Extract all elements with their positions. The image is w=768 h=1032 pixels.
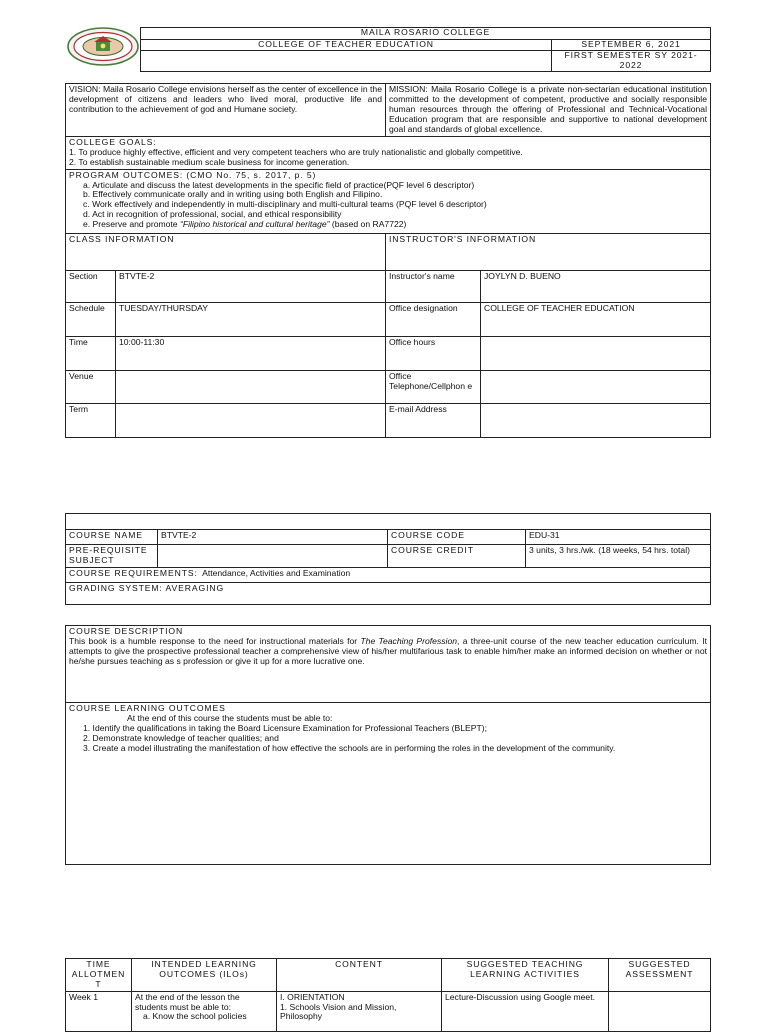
class-info-label: Term: [66, 403, 116, 437]
plan-header-assessment: SUGGESTED ASSESSMENT: [609, 959, 711, 992]
class-info-title: CLASS INFORMATION: [66, 233, 386, 270]
mission-statement: MISSION: Maila Rosario College is a private non-sectarian educational institution committed to the development of competent, productive and socially responsible human resources through the offering of Professional and Technical-Vocational Education program that are responsible and supportive to national development goal and standards of global excellence.: [386, 84, 711, 137]
semester: FIRST SEMESTER SY 2021-2022: [552, 51, 711, 72]
program-outcome-item: d. Act in recognition of professional, social, and ethical responsibility: [83, 209, 342, 220]
course-credit-label: COURSE CREDIT: [388, 545, 526, 568]
program-outcomes: [66, 169, 711, 233]
program-outcome-item: b. Effectively communicate orally and in writing using both English and Filipino.: [83, 189, 383, 200]
course-description-text: This book is a humble response to the need for instructional materials for The Teaching Profession, a three-unit course of the new teacher education curriculum. It attempts to give the prospective professional teacher a comprehensive view of his/her multifarious task to enable him/her make an informed decision on whether or not he/she pursues teaching as s profession or give it up for a more lucrative one.: [69, 635, 707, 666]
course-name-value: BTVTE-2: [158, 530, 388, 545]
course-code-label: COURSE CODE: [388, 530, 526, 545]
class-info-value: 10:00-11:30: [116, 336, 386, 370]
course-description: [66, 626, 711, 703]
grading-system: GRADING SYSTEM: AVERAGING: [66, 583, 711, 605]
course-requirements: COURSE REQUIREMENTS: Attendance, Activities and Examination: [66, 568, 711, 583]
class-info-value: TUESDAY/THURSDAY: [116, 302, 386, 336]
table-row: [66, 991, 711, 1031]
program-outcome-item: e. Preserve and promote “Filipino historical and cultural heritage” (based on RA7722): [83, 219, 407, 229]
program-outcome-item: c. Work effectively and independently in multi-disciplinary and multi-cultural teams (PQF level 6 descriptor): [83, 199, 487, 210]
class-info-label: Schedule: [66, 302, 116, 336]
info-row: [66, 403, 711, 437]
prerequisite-label: PRE-REQUISITE SUBJECT: [66, 545, 158, 568]
document-date: SEPTEMBER 6, 2021: [552, 40, 711, 51]
class-info-label: Section: [66, 270, 116, 302]
learning-outcome-item: 1. Identify the qualifications in taking the Board Licensure Examination for Professional Teachers (BLEPT);: [83, 722, 487, 733]
class-info-value: BTVTE-2: [116, 270, 386, 302]
description-table: [65, 625, 711, 865]
course-learning-outcomes: [66, 703, 711, 865]
prerequisite-value: [158, 545, 388, 568]
info-row: [66, 270, 711, 302]
plan-header-time: TIME ALLOTMEN T: [66, 959, 132, 992]
learning-outcomes-title: COURSE LEARNING OUTCOMES: [69, 703, 226, 713]
plan-header-content: CONTENT: [277, 959, 442, 992]
course-name-label: COURSE NAME: [66, 530, 158, 545]
college-goal-item: 2. To establish sustainable medium scale business for income generation.: [69, 156, 350, 167]
class-info-value: [116, 370, 386, 403]
instructor-info-label: Office hours: [386, 336, 481, 370]
instructor-info-value: [481, 336, 711, 370]
college-goal-item: 1. To produce highly effective, efficient and very competent teachers who are truly nationalistic and globally competitive.: [69, 146, 523, 157]
learning-outcomes-intro: At the end of this course the students must be able to:: [127, 712, 333, 723]
instructor-info-label: E-mail Address: [386, 403, 481, 437]
course-table: [65, 513, 711, 605]
plan-assessment: [609, 991, 711, 1031]
instructor-info-title: INSTRUCTOR'S INFORMATION: [386, 233, 711, 270]
course-description-title: COURSE DESCRIPTION: [69, 626, 184, 636]
instructor-info-label: Office designation: [386, 302, 481, 336]
program-outcome-item: a. Articulate and discuss the latest developments in the specific field of practice(PQF level 6 descriptor): [83, 179, 475, 190]
learning-outcome-item: 2. Demonstrate knowledge of teacher qualities; and: [83, 732, 279, 743]
info-row: [66, 336, 711, 370]
instructor-info-label: Instructor's name: [386, 270, 481, 302]
plan-content-item: 1. Schools Vision and Mission, Philosophy: [280, 1001, 397, 1022]
college-goals-title: COLLEGE GOALS:: [69, 137, 157, 147]
instructor-info-value: [481, 403, 711, 437]
header-table: [140, 27, 711, 72]
plan-header-ilo: INTENDED LEARNING OUTCOMES (ILOs): [132, 959, 277, 992]
instructor-info-value: JOYLYN D. BUENO: [481, 270, 711, 302]
plan-time: Week 1: [66, 991, 132, 1031]
plan-ilo-item: a. Know the school policies: [143, 1011, 247, 1022]
college-name: MAILA ROSARIO COLLEGE: [141, 28, 711, 40]
plan-header-activities: SUGGESTED TEACHING LEARNING ACTIVITIES: [442, 959, 609, 992]
plan-activity: Lecture-Discussion using Google meet.: [442, 991, 609, 1031]
vision-info-table: [65, 83, 711, 438]
program-outcomes-title: PROGRAM OUTCOMES: (CMO No. 75, s. 2017, p. 5): [69, 169, 317, 180]
info-row: [66, 302, 711, 336]
college-seal-logo: [66, 27, 140, 66]
instructor-info-value: [481, 370, 711, 403]
vision-statement: VISION: Maila Rosario College envisions herself as the center of excellence in the development of citizens and leaders who lived moral, productive life and contribution to the achievement of god and Humane society.: [66, 84, 386, 137]
instructor-info-label: Office Telephone/Cellphon e: [386, 370, 481, 403]
learning-outcome-item: 3. Create a model illustrating the manifestation of how effective the schools are in performing the roles in the development of the community.: [83, 742, 616, 753]
plan-ilo: At the end of the lesson the students must be able to: a. Know the school policies: [132, 991, 277, 1031]
learning-plan-table: [65, 958, 711, 1032]
class-info-value: [116, 403, 386, 437]
class-info-label: Venue: [66, 370, 116, 403]
plan-content: I. ORIENTATION 1. Schools Vision and Mission, Philosophy: [277, 991, 442, 1031]
course-code-value: EDU-31: [526, 530, 711, 545]
course-credit-value: 3 units, 3 hrs./wk. (18 weeks, 54 hrs. total): [526, 545, 711, 568]
class-info-label: Time: [66, 336, 116, 370]
instructor-info-value: COLLEGE OF TEACHER EDUCATION: [481, 302, 711, 336]
info-row: [66, 370, 711, 403]
department-name: COLLEGE OF TEACHER EDUCATION: [141, 40, 552, 51]
college-goals: [66, 137, 711, 170]
